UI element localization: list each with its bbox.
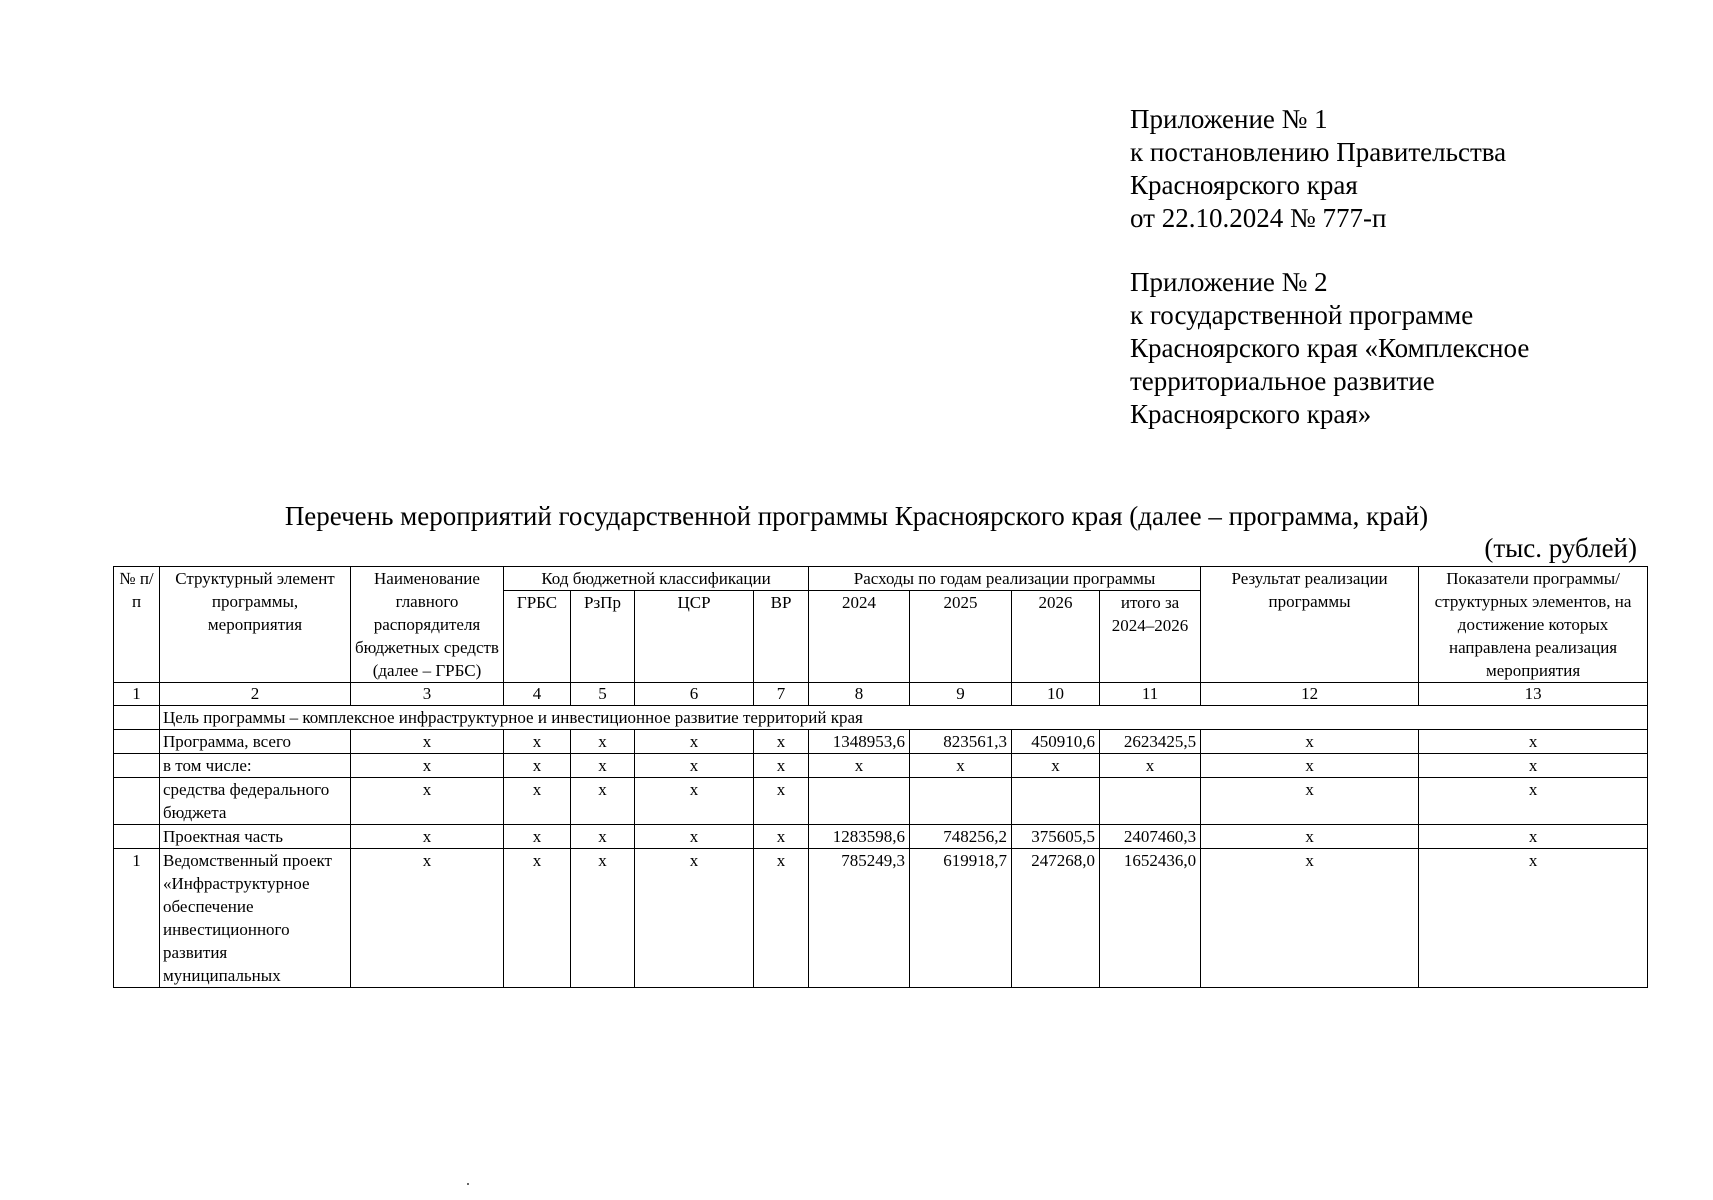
appendix-2-line: Приложение № 2 <box>1130 267 1328 297</box>
table-row <box>114 754 1648 778</box>
units-label: (тыс. рублей) <box>1484 533 1637 563</box>
appendix-2-line: Красноярского края» <box>1130 399 1372 429</box>
row-2025: 823561,3 <box>910 730 1012 754</box>
table-row <box>114 730 1648 754</box>
goal-text: Цель программы – комплексное инфраструктурное и инвестиционное развитие территорий края <box>160 706 1648 730</box>
row-result: х <box>1201 849 1419 988</box>
header-csr: ЦСР <box>635 591 754 683</box>
row-2026 <box>1012 778 1100 825</box>
row-num <box>114 730 160 754</box>
row-indicators: х <box>1419 730 1648 754</box>
row-result: х <box>1201 754 1419 778</box>
header-budget-code: Код бюджетной классификации <box>504 567 809 591</box>
row-2025: х <box>910 754 1012 778</box>
column-number: 11 <box>1100 683 1201 706</box>
row-vr: х <box>754 754 809 778</box>
row-rzpr: х <box>571 778 635 825</box>
table-row <box>114 825 1648 849</box>
row-num <box>114 754 160 778</box>
row-csr: х <box>635 754 754 778</box>
column-number: 6 <box>635 683 754 706</box>
column-number: 5 <box>571 683 635 706</box>
appendix-1-line: от 22.10.2024 № 777-п <box>1130 203 1387 233</box>
row-vr: х <box>754 849 809 988</box>
column-number-row <box>114 683 1648 706</box>
row-result: х <box>1201 778 1419 825</box>
row-rzpr: х <box>571 730 635 754</box>
row-vr: х <box>754 778 809 825</box>
header-num: № п/п <box>114 567 160 683</box>
row-num: 1 <box>114 849 160 988</box>
appendix-1-line: к постановлению Правительства <box>1130 137 1507 167</box>
row-2026: 247268,0 <box>1012 849 1100 988</box>
header-row-top <box>114 567 1648 591</box>
row-2024: 1283598,6 <box>809 825 910 849</box>
row-grbs: х <box>504 825 571 849</box>
row-indicators: х <box>1419 778 1648 825</box>
appendix-2-line: территориальное развитие <box>1130 366 1435 396</box>
row-result: х <box>1201 730 1419 754</box>
goal-row <box>114 706 1648 730</box>
row-2026: 450910,6 <box>1012 730 1100 754</box>
row-name: Проектная часть <box>160 825 351 849</box>
row-2024: х <box>809 754 910 778</box>
row-total: х <box>1100 754 1201 778</box>
column-number: 2 <box>160 683 351 706</box>
header-year-2026: 2026 <box>1012 591 1100 683</box>
appendix-1-line: Красноярского края <box>1130 170 1358 200</box>
row-name: Ведомственный проект «Инфраструктурное обеспечение инвестиционного развития муниципальных <box>160 849 351 988</box>
document-title: Перечень мероприятий государственной программы Красноярского края (далее – программа, край) <box>284 501 1429 531</box>
row-rzpr: х <box>571 849 635 988</box>
header-vr: ВР <box>754 591 809 683</box>
row-csr: х <box>635 730 754 754</box>
table-row <box>114 849 1648 988</box>
row-2024: 1348953,6 <box>809 730 910 754</box>
row-2024 <box>809 778 910 825</box>
header-result: Результат реализации программы <box>1201 567 1419 683</box>
row-num <box>114 778 160 825</box>
column-number: 13 <box>1419 683 1648 706</box>
header-indicators: Показатели программы/ структурных элементов, на достижение которых направлена реализация мероприятия <box>1419 567 1648 683</box>
appendix-1-line: Приложение № 1 <box>1130 104 1328 134</box>
goal-empty-cell <box>114 706 160 730</box>
header-expenses: Расходы по годам реализации программы <box>809 567 1201 591</box>
row-name: в том числе: <box>160 754 351 778</box>
appendix-2-block <box>1130 266 1529 431</box>
row-vr: х <box>754 825 809 849</box>
header-element: Структурный элемент программы, мероприятия <box>160 567 351 683</box>
row-grbs: х <box>504 730 571 754</box>
appendix-2-line: к государственной программе <box>1130 300 1474 330</box>
header-year-2024: 2024 <box>809 591 910 683</box>
row-name: Программа, всего <box>160 730 351 754</box>
row-rzpr: х <box>571 825 635 849</box>
row-total: 2623425,5 <box>1100 730 1201 754</box>
row-total: 1652436,0 <box>1100 849 1201 988</box>
row-csr: х <box>635 778 754 825</box>
row-grbs-name: х <box>351 825 504 849</box>
appendix-1-block <box>1130 103 1506 235</box>
row-2026: х <box>1012 754 1100 778</box>
header-total: итого за 2024–2026 <box>1100 591 1201 683</box>
row-rzpr: х <box>571 754 635 778</box>
column-number: 12 <box>1201 683 1419 706</box>
row-csr: х <box>635 849 754 988</box>
header-rzpr: РзПр <box>571 591 635 683</box>
column-number: 9 <box>910 683 1012 706</box>
row-num <box>114 825 160 849</box>
row-grbs-name: х <box>351 778 504 825</box>
row-grbs: х <box>504 754 571 778</box>
column-number: 7 <box>754 683 809 706</box>
row-2025: 619918,7 <box>910 849 1012 988</box>
row-grbs: х <box>504 778 571 825</box>
column-number: 4 <box>504 683 571 706</box>
row-grbs-name: х <box>351 730 504 754</box>
row-grbs-name: х <box>351 754 504 778</box>
row-indicators: х <box>1419 849 1648 988</box>
row-name: средства федерального бюджета <box>160 778 351 825</box>
appendix-2-line: Красноярского края «Комплексное <box>1130 333 1530 363</box>
row-2025 <box>910 778 1012 825</box>
measures-table <box>113 566 1648 988</box>
row-indicators: х <box>1419 754 1648 778</box>
row-vr: х <box>754 730 809 754</box>
scan-dot <box>467 1183 469 1185</box>
row-result: х <box>1201 825 1419 849</box>
header-grbs-name: Наименование главного распорядителя бюджетных средств (далее – ГРБС) <box>351 567 504 683</box>
row-total: 2407460,3 <box>1100 825 1201 849</box>
row-2025: 748256,2 <box>910 825 1012 849</box>
column-number: 8 <box>809 683 910 706</box>
header-grbs: ГРБС <box>504 591 571 683</box>
column-number: 1 <box>114 683 160 706</box>
column-number: 3 <box>351 683 504 706</box>
row-csr: х <box>635 825 754 849</box>
header-year-2025: 2025 <box>910 591 1012 683</box>
row-indicators: х <box>1419 825 1648 849</box>
row-total <box>1100 778 1201 825</box>
row-2026: 375605,5 <box>1012 825 1100 849</box>
row-grbs: х <box>504 849 571 988</box>
table-row <box>114 778 1648 825</box>
row-grbs-name: х <box>351 849 504 988</box>
column-number: 10 <box>1012 683 1100 706</box>
row-2024: 785249,3 <box>809 849 910 988</box>
